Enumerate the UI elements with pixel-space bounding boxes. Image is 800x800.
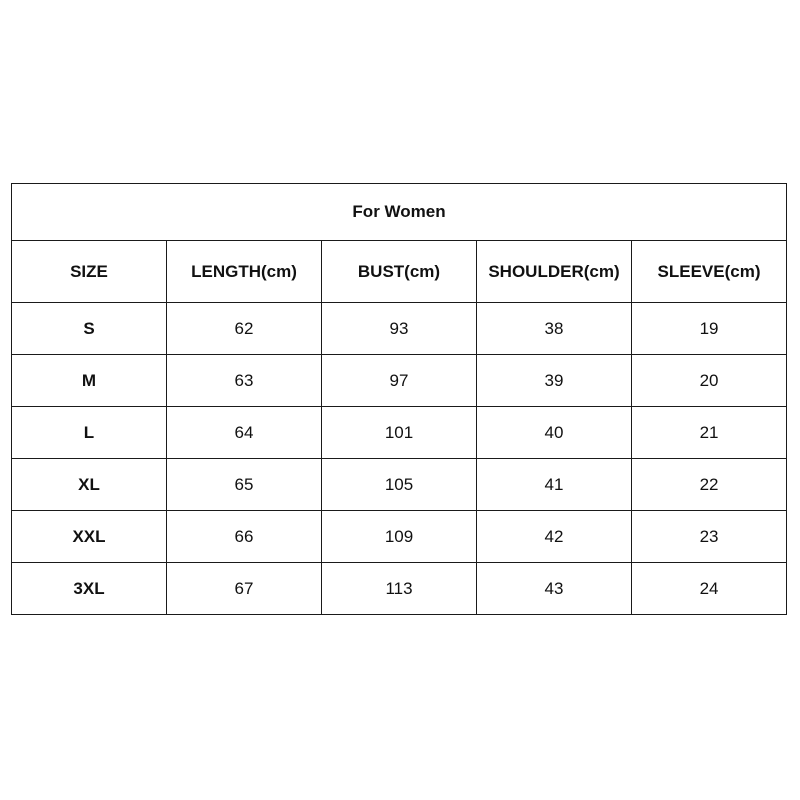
sleeve-cell: 19 (632, 303, 787, 355)
shoulder-cell: 43 (477, 563, 632, 615)
shoulder-cell: 40 (477, 407, 632, 459)
shoulder-cell: 41 (477, 459, 632, 511)
bust-cell: 93 (322, 303, 477, 355)
table-row (12, 303, 787, 355)
size-cell: L (12, 407, 167, 459)
bust-cell: 105 (322, 459, 477, 511)
length-cell: 67 (167, 563, 322, 615)
header-length: LENGTH(cm) (167, 241, 322, 303)
header-sleeve: SLEEVE(cm) (632, 241, 787, 303)
table-row (12, 355, 787, 407)
sleeve-cell: 23 (632, 511, 787, 563)
table-title: For Women (12, 184, 787, 241)
size-cell: XL (12, 459, 167, 511)
sleeve-cell: 21 (632, 407, 787, 459)
table-row (12, 459, 787, 511)
size-cell: 3XL (12, 563, 167, 615)
header-shoulder: SHOULDER(cm) (477, 241, 632, 303)
bust-cell: 97 (322, 355, 477, 407)
bust-cell: 109 (322, 511, 477, 563)
length-cell: 63 (167, 355, 322, 407)
header-size: SIZE (12, 241, 167, 303)
shoulder-cell: 39 (477, 355, 632, 407)
header-row (12, 241, 787, 303)
length-cell: 66 (167, 511, 322, 563)
bust-cell: 113 (322, 563, 477, 615)
bust-cell: 101 (322, 407, 477, 459)
size-chart-table (11, 183, 787, 615)
sleeve-cell: 24 (632, 563, 787, 615)
shoulder-cell: 42 (477, 511, 632, 563)
length-cell: 64 (167, 407, 322, 459)
sleeve-cell: 22 (632, 459, 787, 511)
shoulder-cell: 38 (477, 303, 632, 355)
length-cell: 65 (167, 459, 322, 511)
size-cell: S (12, 303, 167, 355)
sleeve-cell: 20 (632, 355, 787, 407)
table-row (12, 407, 787, 459)
table-row (12, 563, 787, 615)
header-bust: BUST(cm) (322, 241, 477, 303)
size-cell: XXL (12, 511, 167, 563)
length-cell: 62 (167, 303, 322, 355)
size-cell: M (12, 355, 167, 407)
table-row (12, 511, 787, 563)
